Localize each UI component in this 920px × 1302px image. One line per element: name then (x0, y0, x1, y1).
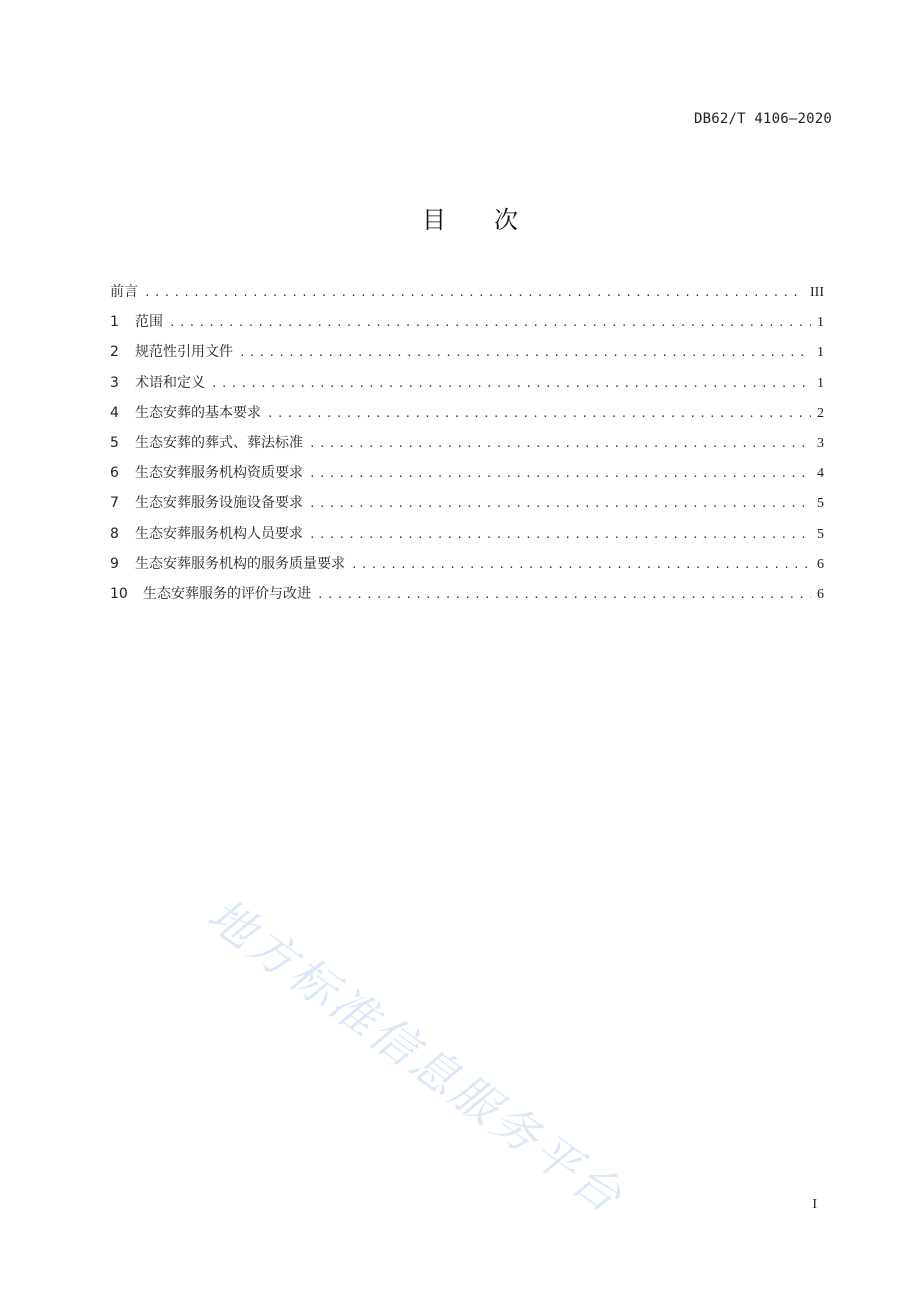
toc-leader-dots (309, 489, 811, 519)
toc-entry-8[interactable] (110, 519, 824, 549)
toc-entry-text: 生态安葬服务设施设备要求 (135, 495, 303, 512)
toc-entry-number: 5 (110, 434, 119, 451)
toc-leader-dots (309, 520, 811, 550)
toc-leader-dots (169, 308, 811, 338)
toc-leader-dots (309, 459, 811, 489)
table-of-contents (110, 277, 824, 609)
toc-entry-5[interactable] (110, 428, 824, 458)
toc-entry-7[interactable] (110, 488, 824, 518)
toc-entry-page: 3 (817, 435, 824, 451)
toc-entry-page: 1 (817, 315, 824, 331)
toc-entry-4[interactable] (110, 398, 824, 428)
toc-entry-1[interactable] (110, 307, 824, 337)
toc-leader-dots (267, 399, 811, 429)
toc-entry-text: 范围 (135, 314, 163, 331)
toc-leader-dots (211, 369, 811, 399)
toc-title (0, 200, 920, 235)
toc-leader-dots (144, 278, 804, 308)
toc-entry-page: 2 (817, 405, 824, 421)
toc-leader-dots (309, 429, 811, 459)
toc-entry-number: 10 (110, 585, 128, 602)
toc-entry-number: 8 (110, 525, 119, 542)
toc-entry-page: 5 (817, 526, 824, 542)
watermark: 地方标准信息服务平台 (197, 887, 635, 1225)
toc-entry-10[interactable] (110, 579, 824, 609)
page-number: I (812, 1197, 817, 1212)
toc-entry-page: 1 (817, 345, 824, 361)
toc-entry-text: 生态安葬服务机构的服务质量要求 (135, 555, 345, 572)
toc-entry-page: III (810, 285, 824, 300)
toc-title-char: 目 (422, 206, 446, 234)
toc-entry-number: 9 (110, 555, 119, 572)
toc-entry-page: 5 (817, 496, 824, 512)
toc-entry-text: 前言 (110, 284, 138, 300)
toc-entry-text: 生态安葬服务机构资质要求 (135, 465, 303, 482)
toc-leader-dots (239, 338, 811, 368)
toc-entry-text: 生态安葬的基本要求 (135, 404, 261, 421)
toc-entry-3[interactable] (110, 368, 824, 398)
toc-entry-page: 6 (817, 556, 824, 572)
toc-title-char: 次 (494, 206, 518, 234)
toc-entry-9[interactable] (110, 549, 824, 579)
toc-leader-dots (317, 580, 811, 610)
toc-entry-text: 生态安葬服务机构人员要求 (135, 525, 303, 542)
toc-entry-text: 术语和定义 (135, 374, 205, 391)
toc-entry-text: 生态安葬的葬式、葬法标准 (135, 434, 303, 451)
toc-entry-2[interactable] (110, 337, 824, 367)
toc-entry-page: 4 (817, 466, 824, 482)
toc-entry-preface[interactable] (110, 277, 824, 307)
toc-entry-number: 4 (110, 404, 119, 421)
toc-entry-page: 1 (817, 375, 824, 391)
toc-entry-page: 6 (817, 586, 824, 602)
toc-entry-text: 生态安葬服务的评价与改进 (143, 585, 311, 602)
toc-leader-dots (351, 550, 811, 580)
toc-entry-number: 6 (110, 465, 119, 482)
toc-entry-6[interactable] (110, 458, 824, 488)
toc-entry-text: 规范性引用文件 (135, 344, 233, 361)
toc-entry-number: 2 (110, 344, 119, 361)
toc-entry-number: 3 (110, 374, 119, 391)
toc-entry-number: 7 (110, 495, 119, 512)
toc-entry-number: 1 (110, 314, 119, 331)
document-code: DB62/T 4106—2020 (693, 111, 832, 127)
